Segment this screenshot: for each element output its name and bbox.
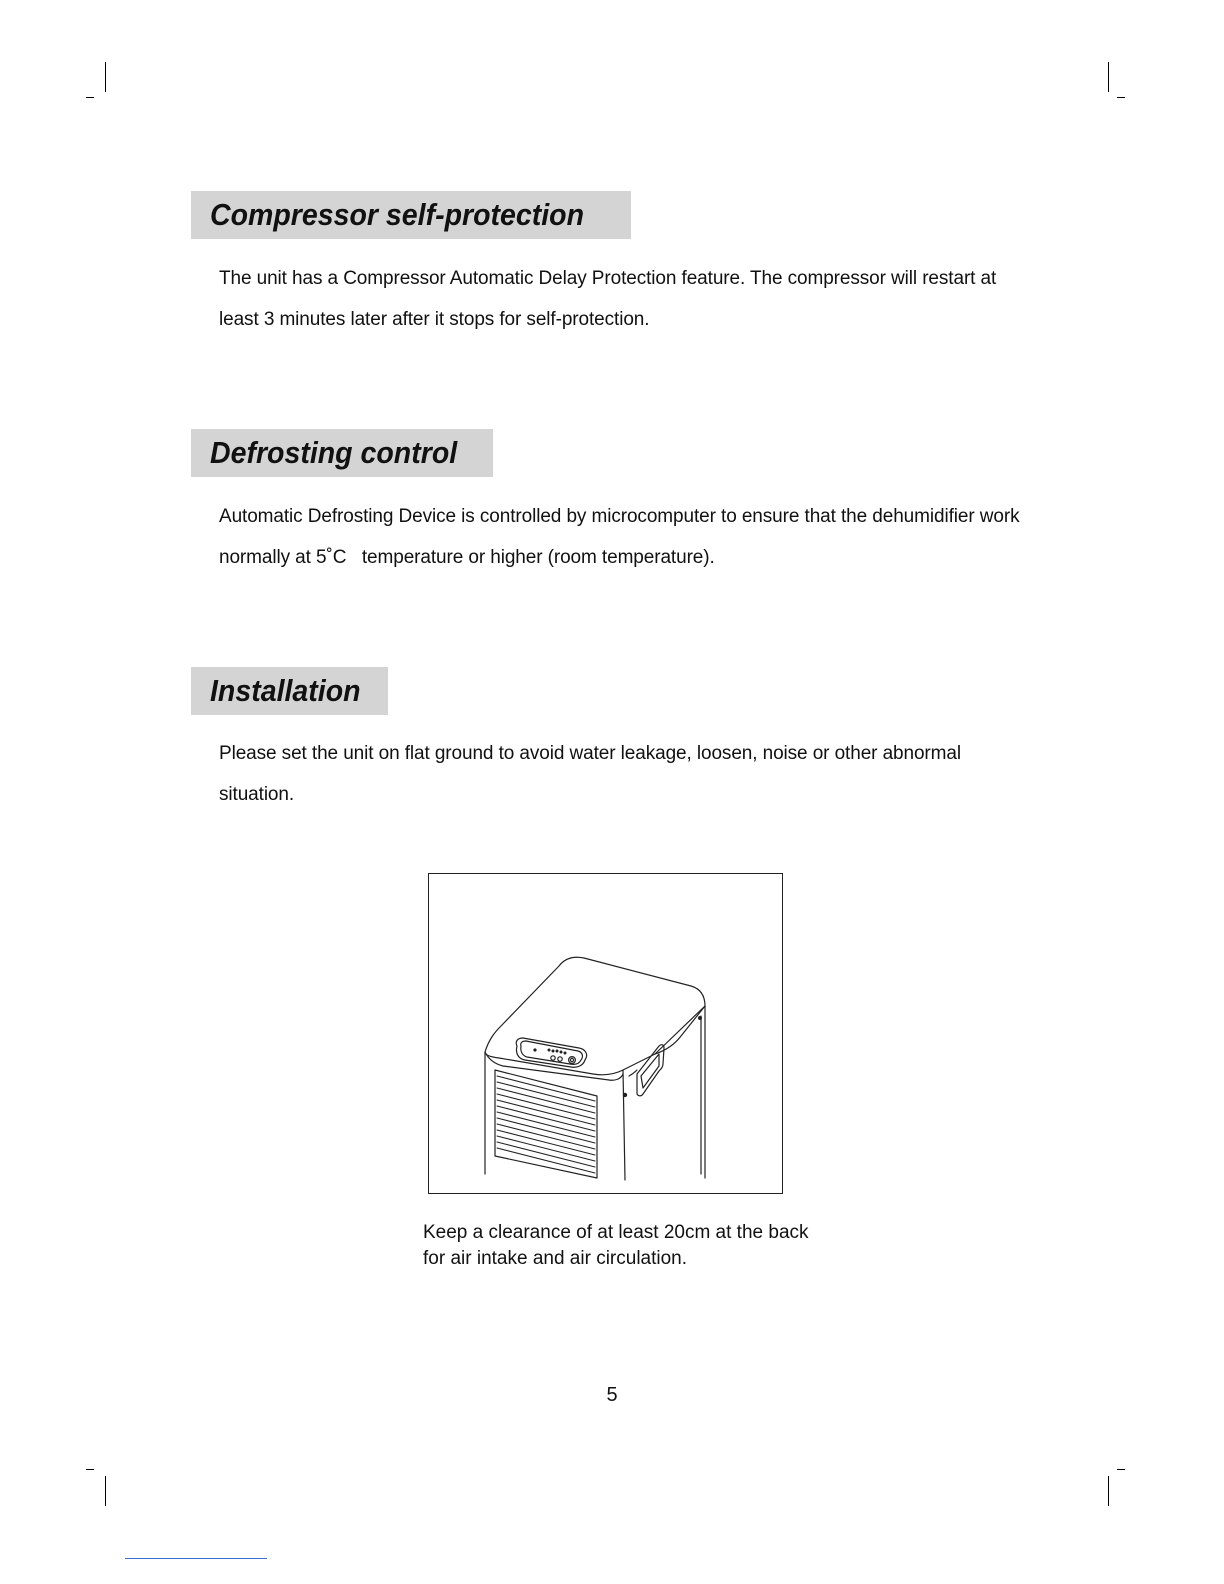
heading-text: Installation <box>210 673 361 708</box>
paragraph-installation <box>219 733 1049 815</box>
paragraph-defrosting <box>219 496 1049 578</box>
crop-mark-bottom-left <box>105 1476 106 1506</box>
crop-mark-bottom-right <box>1108 1476 1109 1506</box>
dehumidifier-illustration <box>429 874 784 1195</box>
caption-line: Keep a clearance of at least 20cm at the back <box>423 1222 809 1243</box>
crop-mark-bottom-right-tick <box>1117 1469 1125 1470</box>
heading-text: Compressor self-protection <box>210 197 584 232</box>
crop-mark-top-right <box>1108 62 1109 92</box>
crop-mark-top-right-tick <box>1117 97 1125 98</box>
paragraph-line: least 3 minutes later after it stops for self-protection. <box>219 309 650 330</box>
page-number: 5 <box>606 1384 618 1406</box>
crop-mark-top-left <box>105 62 106 92</box>
paragraph-line: The unit has a Compressor Automatic Delay Protection feature. The compressor will restart at <box>219 268 997 289</box>
heading-text: Defrosting control <box>210 435 458 470</box>
paragraph-line: situation. <box>219 784 295 805</box>
crop-mark-bottom-left-tick <box>86 1469 94 1470</box>
caption-line: for air intake and air circulation. <box>423 1248 688 1269</box>
paragraph-compressor <box>219 258 1049 340</box>
dehumidifier-figure <box>428 873 783 1194</box>
paragraph-line: Automatic Defrosting Device is controlled by microcomputer to ensure that the dehumidifier work <box>219 506 1020 527</box>
heading-compressor-self-protection <box>191 191 631 239</box>
footer-link-underline <box>125 1558 267 1559</box>
paragraph-line: normally at 5˚C temperature or higher (room temperature). <box>219 547 715 568</box>
heading-defrosting-control <box>191 429 493 477</box>
paragraph-line: Please set the unit on flat ground to avoid water leakage, loosen, noise or other abnormal <box>219 743 961 764</box>
crop-mark-top-left-tick <box>86 97 94 98</box>
heading-installation <box>191 667 388 715</box>
figure-caption <box>423 1220 843 1272</box>
